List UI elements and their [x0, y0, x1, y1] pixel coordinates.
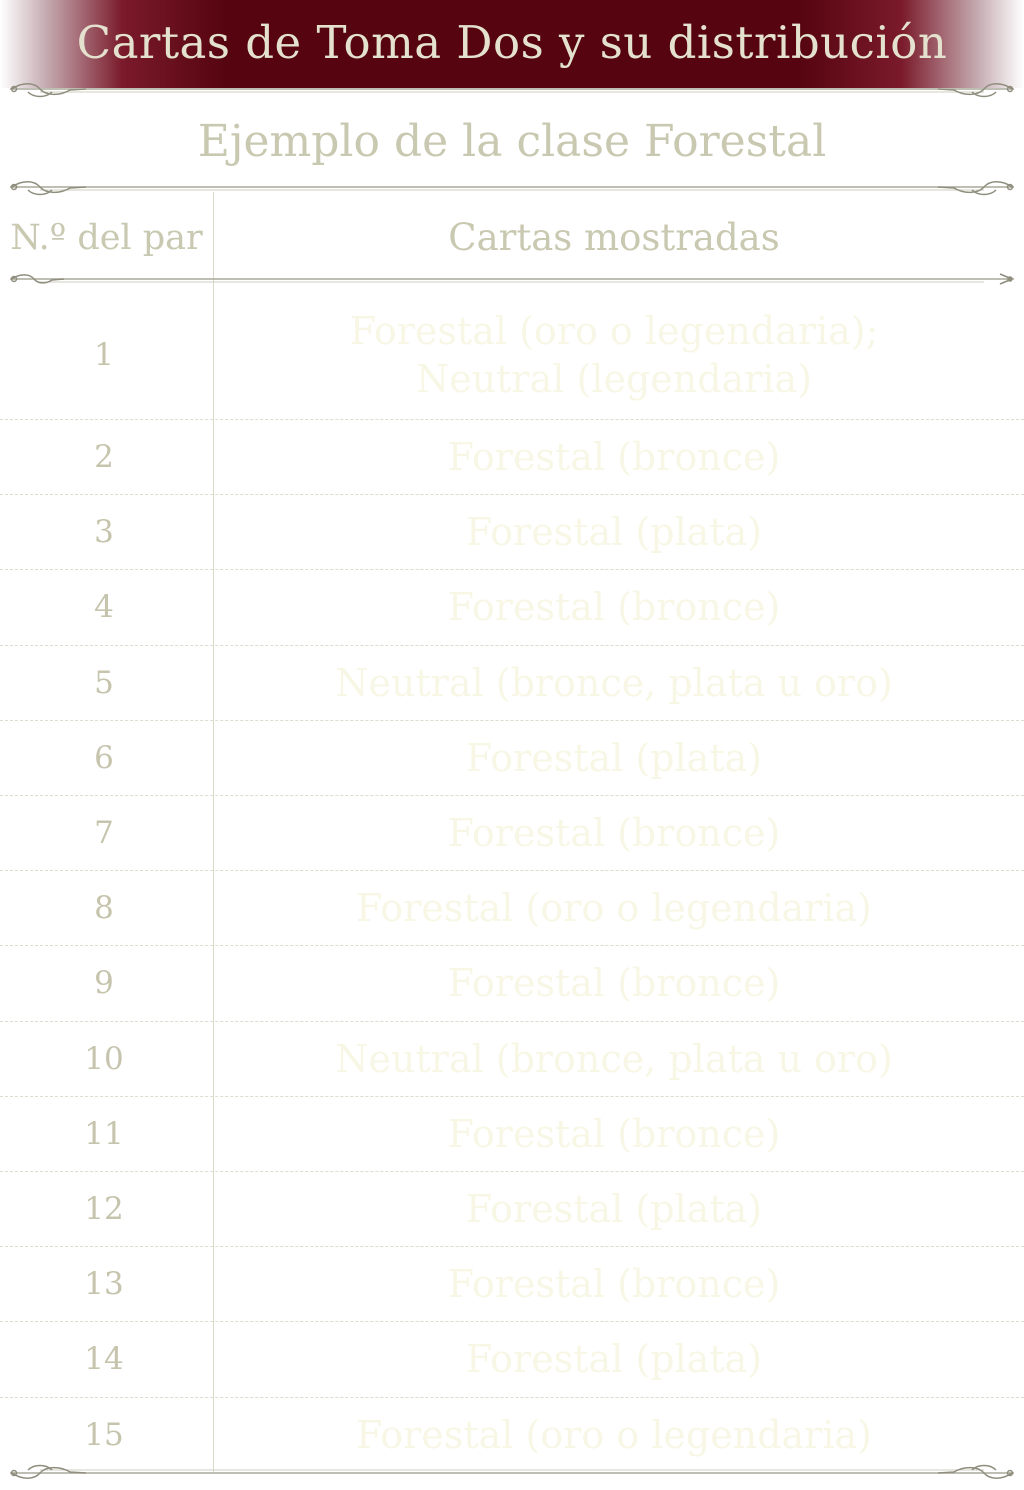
- pair-number-cell: 4: [94, 589, 114, 626]
- header-cards-shown: Cartas mostradas: [448, 216, 780, 259]
- table-row: [0, 1247, 1024, 1322]
- table-row: [0, 420, 1024, 495]
- pair-number-cell: 12: [84, 1191, 124, 1228]
- ornamental-rule-header: [0, 270, 1024, 290]
- cards-shown-cell: Forestal (plata): [465, 1187, 763, 1232]
- table-row: [0, 1022, 1024, 1097]
- cards-shown-cell: Forestal (oro o legendaria): [356, 886, 872, 931]
- cards-shown-cell: Neutral (bronce, plata u oro): [335, 660, 893, 705]
- table-row: [0, 1398, 1024, 1473]
- ornamental-rule-middle: [0, 178, 1024, 198]
- pair-number-cell: 2: [94, 439, 114, 476]
- pair-number-cell: 14: [84, 1341, 124, 1378]
- cards-shown-cell: Forestal (oro o legendaria); Neutral (legendaria): [349, 308, 879, 401]
- ornate-flourish-left-icon: [12, 182, 87, 195]
- table-row: [0, 946, 1024, 1021]
- table-row: [0, 721, 1024, 796]
- cards-shown-cell: Forestal (oro o legendaria): [356, 1413, 872, 1458]
- table-row: [0, 1322, 1024, 1397]
- cards-shown-cell: Forestal (bronce): [447, 811, 781, 856]
- cards-shown-cell: Forestal (plata): [465, 1337, 763, 1382]
- table-row: [0, 646, 1024, 721]
- table-row: [0, 290, 1024, 420]
- cards-shown-cell: Neutral (bronce, plata u oro): [335, 1036, 893, 1081]
- cards-shown-cell: Forestal (bronce): [447, 1262, 781, 1307]
- pair-number-cell: 10: [84, 1040, 124, 1077]
- pair-number-cell: 6: [94, 739, 114, 776]
- table-row: [0, 495, 1024, 570]
- cards-shown-cell: Forestal (bronce): [447, 435, 781, 480]
- title-banner: [0, 0, 1024, 88]
- pair-number-cell: 1: [94, 336, 114, 373]
- table-row: [0, 1172, 1024, 1247]
- table-row: [0, 871, 1024, 946]
- ornamental-rule-bottom: [0, 1464, 1024, 1484]
- pair-number-cell: 11: [84, 1115, 124, 1152]
- ornate-flourish-right-icon: [938, 182, 1013, 195]
- cards-shown-cell: Forestal (bronce): [447, 1111, 781, 1156]
- pair-number-cell: 8: [94, 890, 114, 927]
- ornate-flourish-right-icon: [938, 84, 1013, 97]
- pair-number-cell: 13: [84, 1266, 124, 1303]
- table-row: [0, 570, 1024, 645]
- cards-shown-cell: Forestal (bronce): [447, 585, 781, 630]
- section-subtitle: Ejemplo de la clase Forestal: [197, 116, 827, 167]
- pair-number-cell: 5: [94, 664, 114, 701]
- pair-number-cell: 9: [94, 965, 114, 1002]
- cards-shown-cell: Forestal (bronce): [447, 961, 781, 1006]
- ornate-flourish-left-icon: [12, 84, 87, 97]
- pair-number-cell: 15: [84, 1417, 124, 1454]
- ornate-flourish-left-icon: [12, 1466, 87, 1479]
- cards-shown-cell: Forestal (plata): [465, 735, 763, 780]
- pair-number-cell: 3: [94, 514, 114, 551]
- pair-number-cell: 7: [94, 815, 114, 852]
- ornate-flourish-right-icon: [938, 1466, 1013, 1479]
- header-pair-number: N.º del par: [10, 218, 203, 258]
- ornamental-rule-top: [0, 80, 1024, 100]
- page-title: Cartas de Toma Dos y su distribución: [76, 15, 948, 69]
- table-row: [0, 796, 1024, 871]
- cards-shown-cell: Forestal (plata): [465, 510, 763, 555]
- table-row: [0, 1097, 1024, 1172]
